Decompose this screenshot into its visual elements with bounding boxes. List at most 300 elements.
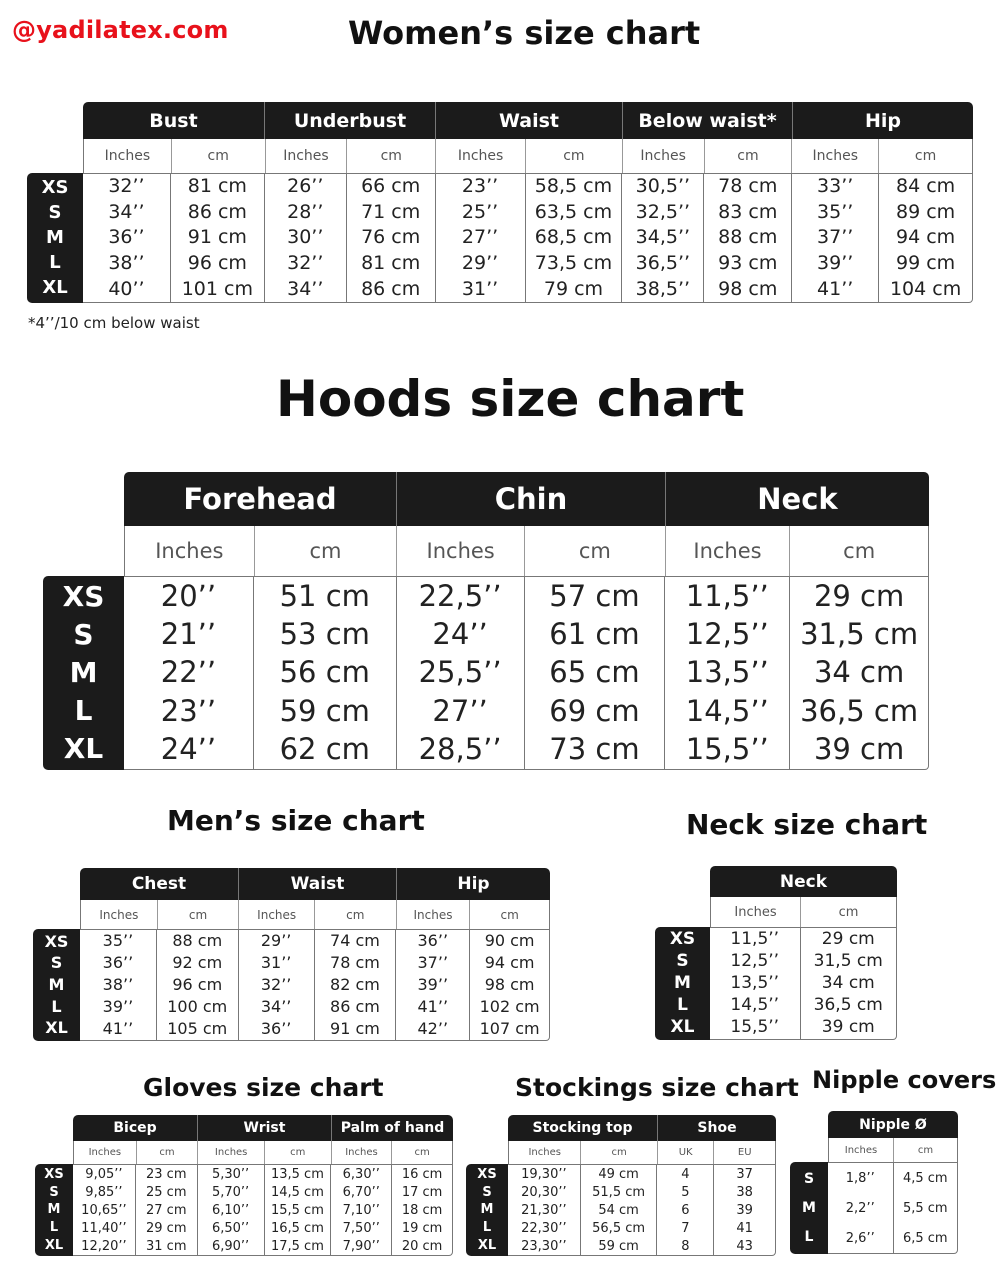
unit-header: cm [171,139,265,173]
value-column [330,1165,391,1255]
unit-header-row [80,900,550,929]
value-cell: 99 cm [895,252,956,275]
value-column [395,930,469,1040]
group-header-row [828,1111,958,1138]
unit-header: cm [800,897,896,927]
value-cell: 12,5’’ [730,950,780,971]
value-cell: 88 cm [172,931,223,950]
size-label: XS [44,1167,64,1183]
value-cell: 41 [736,1220,753,1236]
unit-header: cm [524,526,665,576]
value-column [893,1163,958,1253]
value-cell: 54 cm [598,1202,639,1218]
size-label: M [69,656,98,689]
value-cell: 56 cm [279,655,370,690]
size-label: L [74,694,93,727]
value-cell: 29 cm [146,1220,187,1236]
value-cell: 11,40’’ [81,1220,127,1236]
value-cell: 20’’ [160,578,217,613]
value-cell: 36,5’’ [635,252,691,275]
group-header: Neck [665,472,929,526]
value-cell: 11,5’’ [730,928,780,949]
value-cell: 31 cm [146,1238,187,1254]
value-cell: 62 cm [279,732,370,767]
unit-header: Inches [734,904,777,920]
value-cell: 12,5’’ [685,617,769,652]
size-labels [27,173,83,303]
value-cell: 94 cm [895,226,956,249]
unit-header: Inches [265,139,347,173]
value-cell: 81 cm [361,252,421,275]
value-cell: 32,5’’ [635,200,691,223]
group-header-row [508,1115,776,1141]
size-label: XL [44,1237,64,1253]
value-cell: 78 cm [718,175,778,198]
value-cell: 93 cm [718,252,778,275]
unit-header: Inches [435,139,525,173]
value-cell: 49 cm [598,1166,639,1182]
group-header-row [73,1115,453,1141]
value-cell: 34 cm [821,972,875,993]
unit-header: cm [136,1141,198,1164]
value-cell: 73 cm [549,732,640,767]
unit-header: Inches [396,900,470,929]
size-label: XL [42,277,68,299]
value-cell: 10,65’’ [81,1202,127,1218]
value-cell: 107 cm [479,1019,540,1038]
group-header: Bicep [113,1120,157,1136]
value-cell: 25 cm [146,1184,187,1200]
size-label: L [51,996,62,1016]
value-cell: 31’’ [260,953,292,972]
value-cell: 82 cm [330,975,380,994]
value-cell: 59 cm [598,1238,639,1254]
unit-header: cm [789,526,928,576]
value-cell: 22,30’’ [521,1220,567,1236]
unit-header: cm [469,900,549,929]
value-cell: 53 cm [279,617,370,652]
unit-header: Inches [197,1141,264,1164]
stockings-chart-title: Stockings size chart [515,1073,799,1102]
value-cell: 61 cm [549,617,640,652]
value-cell: 27’’ [432,693,488,728]
value-cell: 6,30’’ [342,1166,380,1182]
unit-header: Inches [99,907,139,922]
unit-header: cm [314,900,396,929]
value-cell: 39’’ [817,252,854,275]
value-cell: 2,2’’ [845,1200,875,1216]
value-cell: 9,85’’ [85,1184,123,1200]
value-cell: 78 cm [330,953,380,972]
unit-header-row [73,1141,453,1164]
value-cell: 73,5 cm [534,252,613,275]
value-cell: 29 cm [813,578,905,613]
value-column [83,174,170,302]
value-cell: 19 cm [401,1220,443,1236]
group-header: Chest [131,874,187,894]
value-column [170,174,264,302]
value-cell: 2,6’’ [845,1230,875,1246]
value-cell: 20,30’’ [521,1184,567,1200]
size-label: S [50,953,63,973]
value-cell: 30’’ [287,226,324,249]
group-header: Hip [792,102,973,139]
value-column [124,577,253,769]
group-header: Forehead [183,482,337,516]
men-chart-title: Men’s size chart [167,804,425,837]
unit-header: Inches [104,148,151,164]
value-cell: 86 cm [361,277,421,300]
unit-header: Inches [528,1147,561,1158]
value-cell: 20 cm [401,1238,443,1254]
value-cell: 38’’ [102,975,134,994]
value-cell: 1,8’’ [845,1170,875,1186]
size-label: M [46,226,64,248]
unit-header: cm [525,139,622,173]
size-labels [655,927,710,1040]
table-body [710,927,897,1040]
table-body [828,1162,958,1254]
group-header: Nipple Ø [859,1116,927,1133]
size-label: L [482,1220,492,1236]
size-label: XS [62,580,105,613]
value-cell: 79 cm [543,277,604,300]
value-column [789,577,928,769]
size-label: M [48,974,65,994]
size-label: S [73,618,94,651]
value-cell: 34’’ [108,200,145,223]
unit-header: Inches [665,526,790,576]
women-chart-title: Women’s size chart [348,14,701,52]
value-column [800,928,896,1039]
gloves-chart-title: Gloves size chart [143,1073,384,1102]
value-cell: 71 cm [361,200,421,223]
value-cell: 37’’ [417,953,449,972]
value-cell: 33’’ [817,175,854,198]
value-cell: 38,5’’ [635,277,691,300]
value-cell: 102 cm [479,997,540,1016]
unit-header: cm [264,1141,331,1164]
value-cell: 16 cm [401,1166,443,1182]
group-header: Waist [238,868,396,900]
value-cell: 41’’ [817,277,854,300]
value-column [80,930,156,1040]
value-cell: 29 cm [821,928,875,949]
group-header-row [80,868,550,900]
value-cell: 25,5’’ [418,655,502,690]
value-cell: 6,10’’ [211,1202,250,1218]
value-cell: 66 cm [361,175,421,198]
value-cell: 36,5 cm [813,995,883,1016]
value-cell: 29’’ [461,252,499,275]
unit-header: Inches [155,539,224,563]
value-column [469,930,549,1040]
value-cell: 92 cm [172,953,223,972]
table-body [124,576,929,770]
value-cell: 14,5’’ [685,693,769,728]
value-column [791,174,878,302]
value-cell: 4 [681,1166,690,1182]
value-column [253,577,396,769]
group-header: Waist [435,102,622,139]
value-column [135,1165,197,1255]
value-cell: 27’’ [461,226,499,249]
women-chart-footnote: *4’’/10 cm below waist [28,314,200,332]
value-cell: 36’’ [102,953,134,972]
unit-header: Inches [622,139,704,173]
value-cell: 21,30’’ [521,1202,567,1218]
unit-header: cm [391,1141,452,1164]
value-cell: 22’’ [160,655,217,690]
size-label: S [482,1184,492,1200]
table-body [83,173,973,303]
unit-header: cm [157,900,239,929]
value-column [391,1165,452,1255]
value-cell: 23,30’’ [521,1238,567,1254]
unit-header-row [710,897,897,927]
value-cell: 40’’ [108,277,145,300]
size-label: XL [63,732,104,765]
group-header: Wrist [197,1115,331,1141]
value-cell: 86 cm [187,200,247,223]
group-header: Underbust [264,102,435,139]
unit-header: UK [657,1141,714,1164]
size-label: L [804,1229,814,1246]
value-cell: 6 [681,1202,690,1218]
size-label: XS [477,1167,497,1183]
group-header: Hip [396,868,550,900]
value-cell: 6,50’’ [211,1220,250,1236]
value-cell: 35’’ [102,931,134,950]
unit-header-row [83,139,973,173]
size-label: L [49,1220,59,1236]
group-header: Palm of hand [331,1115,453,1141]
value-cell: 91 cm [330,1019,380,1038]
value-cell: 34’’ [287,277,324,300]
value-column [156,930,238,1040]
value-cell: 96 cm [172,975,223,994]
value-column [197,1165,264,1255]
value-cell: 5 [681,1184,690,1200]
value-cell: 7,10’’ [342,1202,380,1218]
value-cell: 37’’ [817,226,854,249]
value-column [703,174,791,302]
group-header-row [124,472,929,526]
value-column [396,577,524,769]
value-column [264,174,346,302]
value-cell: 31,5 cm [813,950,883,971]
value-cell: 39’’ [102,997,134,1016]
value-cell: 7,50’’ [342,1220,380,1236]
value-cell: 17,5 cm [270,1238,324,1254]
unit-header: Inches [331,1141,392,1164]
value-cell: 26’’ [287,175,324,198]
value-cell: 94 cm [484,953,535,972]
brand-watermark: @yadilatex.com [12,16,229,44]
value-column [828,1163,893,1253]
value-cell: 24’’ [160,732,217,767]
value-column [878,174,972,302]
value-cell: 38 [736,1184,753,1200]
value-cell: 98 cm [718,277,778,300]
value-cell: 32’’ [108,175,145,198]
value-cell: 31,5 cm [800,617,919,652]
value-column [710,928,800,1039]
size-label: XS [41,176,69,198]
value-cell: 98 cm [484,975,535,994]
unit-header: cm [704,139,792,173]
unit-header: EU [713,1141,775,1164]
value-column [238,930,314,1040]
value-cell: 90 cm [484,931,535,950]
size-labels [35,1164,73,1256]
value-column [664,577,789,769]
value-cell: 86 cm [330,997,380,1016]
value-cell: 15,5’’ [685,732,769,767]
value-column [508,1165,580,1255]
value-cell: 76 cm [361,226,421,249]
value-cell: 15,5’’ [730,1017,780,1038]
size-label: S [49,1184,59,1200]
value-column [580,1165,657,1255]
unit-header: cm [893,1138,957,1162]
value-cell: 12,20’’ [81,1238,127,1254]
value-cell: 22,5’’ [418,578,502,613]
value-cell: 38’’ [108,252,145,275]
value-column [346,174,435,302]
value-cell: 68,5 cm [534,226,613,249]
size-labels [33,929,80,1041]
group-header: Below waist* [622,102,792,139]
size-label: XS [669,929,696,950]
value-cell: 51 cm [279,578,370,613]
value-cell: 88 cm [718,226,778,249]
value-cell: 39 cm [813,732,905,767]
value-cell: 24’’ [432,617,488,652]
value-cell: 58,5 cm [534,175,613,198]
unit-header: Inches [238,900,314,929]
value-cell: 11,5’’ [685,578,769,613]
nipple-chart-title: Nipple covers [812,1066,997,1094]
value-cell: 104 cm [889,277,962,300]
value-column [656,1165,713,1255]
value-cell: 5,5 cm [902,1200,948,1216]
table-body [508,1164,776,1256]
value-cell: 41’’ [417,997,449,1016]
value-cell: 101 cm [181,277,253,300]
value-cell: 34 cm [813,655,905,690]
value-cell: 36,5 cm [800,693,919,728]
value-column [435,174,525,302]
hoods-chart-title: Hoods size chart [276,370,745,428]
value-cell: 43 [736,1238,753,1254]
unit-header: cm [254,526,397,576]
value-cell: 23 cm [146,1166,187,1182]
value-cell: 23’’ [461,175,499,198]
value-cell: 25’’ [461,200,499,223]
value-cell: 39 [736,1202,753,1218]
value-cell: 23’’ [160,693,217,728]
value-cell: 37 [736,1166,753,1182]
group-header-row [710,866,897,897]
value-cell: 74 cm [330,931,380,950]
group-header: Neck [779,871,828,892]
value-cell: 28’’ [287,200,324,223]
value-cell: 32’’ [260,975,292,994]
unit-header: cm [878,139,972,173]
value-cell: 35’’ [817,200,854,223]
value-cell: 21’’ [160,617,217,652]
value-column [314,930,396,1040]
value-cell: 6,90’’ [211,1238,250,1254]
value-cell: 30,5’’ [635,175,691,198]
table-body [80,929,550,1041]
value-cell: 96 cm [187,252,247,275]
value-column [264,1165,331,1255]
size-labels [466,1164,508,1256]
unit-header-row [508,1141,776,1164]
value-column [621,174,703,302]
group-header-row [83,102,973,139]
value-cell: 42’’ [417,1019,449,1038]
unit-header: Inches [88,1147,122,1158]
value-cell: 7,90’’ [342,1238,380,1254]
value-cell: 36’’ [417,931,449,950]
value-cell: 39’’ [417,975,449,994]
value-cell: 18 cm [401,1202,443,1218]
group-header: Shoe [657,1115,776,1141]
size-label: S [676,951,689,972]
table-body [73,1164,453,1256]
size-labels [790,1162,828,1254]
value-cell: 36’’ [260,1019,292,1038]
value-cell: 14,5 cm [270,1184,324,1200]
value-cell: 63,5 cm [534,200,613,223]
group-header: Bust [149,109,198,132]
value-column [524,577,665,769]
value-cell: 69 cm [549,693,640,728]
value-cell: 27 cm [146,1202,187,1218]
value-cell: 41’’ [102,1019,134,1038]
size-label: S [803,1170,815,1187]
value-cell: 15,5 cm [270,1202,324,1218]
size-label: XL [477,1237,497,1253]
unit-header: cm [346,139,435,173]
value-cell: 34’’ [260,997,292,1016]
neck-chart-title: Neck size chart [686,808,928,841]
value-cell: 29’’ [260,931,292,950]
size-label: M [480,1202,494,1218]
size-label: S [48,201,62,223]
value-cell: 91 cm [187,226,247,249]
value-cell: 13,5 cm [270,1166,324,1182]
size-label: XL [670,1016,695,1037]
value-cell: 105 cm [167,1019,228,1038]
value-cell: 100 cm [167,997,228,1016]
value-cell: 57 cm [549,578,640,613]
value-cell: 32’’ [287,252,324,275]
value-cell: 9,05’’ [85,1166,123,1182]
value-cell: 89 cm [895,200,956,223]
size-label: M [47,1202,61,1218]
value-cell: 6,5 cm [902,1230,948,1246]
value-cell: 7 [681,1220,690,1236]
value-cell: 6,70’’ [342,1184,380,1200]
value-cell: 51,5 cm [592,1184,646,1200]
value-cell: 31’’ [461,277,499,300]
unit-header-row [828,1138,958,1162]
value-cell: 59 cm [279,693,370,728]
